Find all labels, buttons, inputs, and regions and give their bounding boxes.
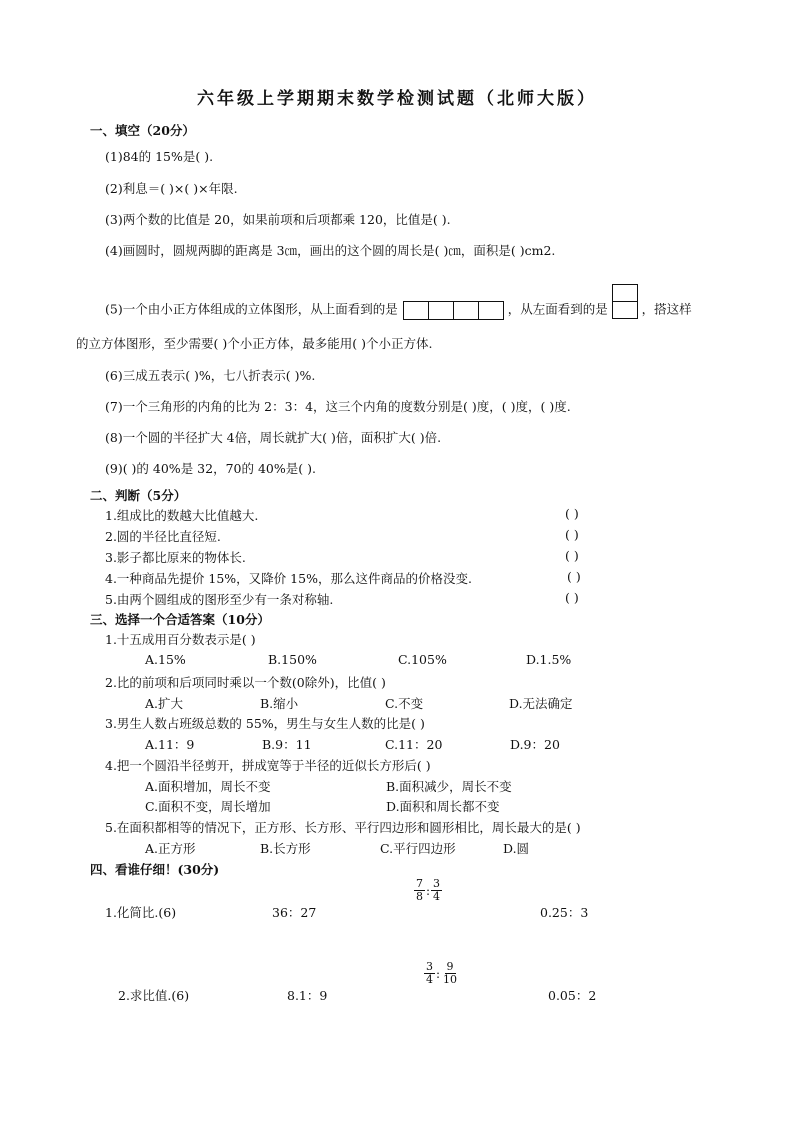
choice-q3-opt-a: A.11：9	[145, 737, 195, 752]
fill-q5-line1	[105, 293, 692, 327]
choice-q5-opt-d: D.圆	[503, 841, 530, 856]
ratio-value-3: 0.05：2	[548, 988, 597, 1003]
ratio-value-1: 8.1：9	[287, 988, 328, 1003]
choice-q1-opt-d: D.1.5%	[526, 652, 572, 667]
judge-paren-1: ( )	[565, 506, 579, 521]
simplify-label: 1.化简比.(6)	[105, 905, 177, 920]
judge-paren-2: ( )	[565, 527, 579, 542]
left-view-figure	[612, 285, 638, 319]
judge-paren-5: ( )	[565, 590, 579, 605]
fraction: $\frac{3}{4}$	[433, 877, 441, 903]
fill-q4: (4)画圆时，圆规两脚的距离是 3㎝，画出的这个圆的周长是( )㎝，面积是( )cm2.	[105, 243, 556, 258]
judge-item-5: 5.由两个圆组成的图形至少有一条对称轴.	[105, 592, 334, 607]
section-4-heading: 四、看谁仔细！(30分)	[90, 862, 220, 877]
choice-q3-opt-c: C.11：20	[385, 737, 443, 752]
fill-q8: (8)一个圆的半径扩大 4倍，周长就扩大( )倍，面积扩大( )倍.	[105, 430, 442, 445]
choice-q5-opt-c: C.平行四边形	[380, 841, 456, 856]
choice-q2-opt-d: D.无法确定	[509, 696, 573, 711]
fill-q9: (9)( )的 40%是 32，70的 40%是( ).	[105, 461, 316, 476]
judge-item-2: 2.圆的半径比直径短.	[105, 529, 221, 544]
judge-item-4: 4.一种商品先提价 15%，又降价 15%，那么这件商品的价格没变.	[105, 571, 472, 586]
simplify-ratio-2: $\frac{7}{8}$ : $\frac{3}{4}$	[416, 877, 441, 903]
choice-q3-opt-b: B.9：11	[262, 737, 312, 752]
section-3-heading: 三、选择一个合适答案（10分）	[90, 612, 270, 627]
choice-q2-opt-c: C.不变	[385, 696, 424, 711]
choice-q4: 4.把一个圆沿半径剪开，拼成宽等于半径的近似长方形后( )	[105, 758, 431, 773]
ratio-value-label: 2.求比值.(6)	[118, 988, 190, 1003]
choice-q1-opt-a: A.15%	[145, 652, 186, 667]
section-1-heading: 一、填空（20分）	[90, 123, 195, 138]
simplify-ratio-3: 0.25：3	[540, 905, 589, 920]
fraction: $\frac{9}{10}$	[443, 960, 458, 986]
choice-q5: 5.在面积都相等的情况下，正方形、长方形、平行四边形和圆形相比，周长最大的是( )	[105, 820, 581, 835]
choice-q1-opt-c: C.105%	[398, 652, 447, 667]
choice-q3-opt-d: D.9：20	[510, 737, 560, 752]
choice-q2: 2.比的前项和后项同时乘以一个数(0除外)，比值( )	[105, 675, 386, 690]
judge-item-3: 3.影子都比原来的物体长.	[105, 550, 246, 565]
page-title: 六年级上学期期末数学检测试题（北师大版）	[197, 89, 597, 109]
fill-q5-text-a: (5)一个由小正方体组成的立体图形，从上面看到的是	[105, 301, 398, 317]
fraction: $\frac{7}{8}$	[416, 877, 423, 903]
top-view-figure	[404, 301, 504, 320]
simplify-ratio-1: 36：27	[272, 905, 317, 920]
section-2-heading: 二、判断（5分）	[90, 488, 187, 503]
fill-q5-text-b: ，从左面看到的是	[507, 301, 608, 317]
choice-q4-opt-b: B.面积减少，周长不变	[386, 779, 512, 794]
fill-q2: (2)利息＝( )×( )×年限.	[105, 181, 238, 196]
choice-q2-opt-a: A.扩大	[145, 696, 184, 711]
fill-q6: (6)三成五表示( )%，七八折表示( )%.	[105, 368, 316, 383]
fill-q3: (3)两个数的比值是 20，如果前项和后项都乘 120，比值是( ).	[105, 212, 451, 227]
choice-q5-opt-a: A.正方形	[145, 841, 196, 856]
choice-q4-opt-a: A.面积增加，周长不变	[145, 779, 271, 794]
ratio-value-2: $\frac{3}{4}$ : $\frac{9}{10}$	[426, 960, 458, 986]
fill-q1: (1)84的 15%是( ).	[105, 149, 214, 164]
judge-paren-3: ( )	[565, 548, 579, 563]
choice-q2-opt-b: B.缩小	[260, 696, 299, 711]
choice-q1: 1.十五成用百分数表示是( )	[105, 632, 256, 647]
fill-q7: (7)一个三角形的内角的比为 2：3：4，这三个内角的度数分别是( )度，( )度，( )度.	[105, 399, 571, 414]
fill-q5-line2: 的立方体图形，至少需要( )个小正方体，最多能用( )个小正方体.	[76, 336, 433, 351]
fill-q5-text-c: ，搭这样	[641, 301, 692, 317]
choice-q4-opt-d: D.面积和周长都不变	[386, 799, 500, 814]
choice-q5-opt-b: B.长方形	[260, 841, 311, 856]
judge-item-1: 1.组成比的数越大比值越大.	[105, 508, 259, 523]
choice-q3: 3.男生人数占班级总数的 55%，男生与女生人数的比是( )	[105, 716, 425, 731]
choice-q1-opt-b: B.150%	[268, 652, 317, 667]
fraction: $\frac{3}{4}$	[426, 960, 433, 986]
choice-q4-opt-c: C.面积不变，周长增加	[145, 799, 271, 814]
judge-paren-4: ( )	[567, 569, 581, 584]
